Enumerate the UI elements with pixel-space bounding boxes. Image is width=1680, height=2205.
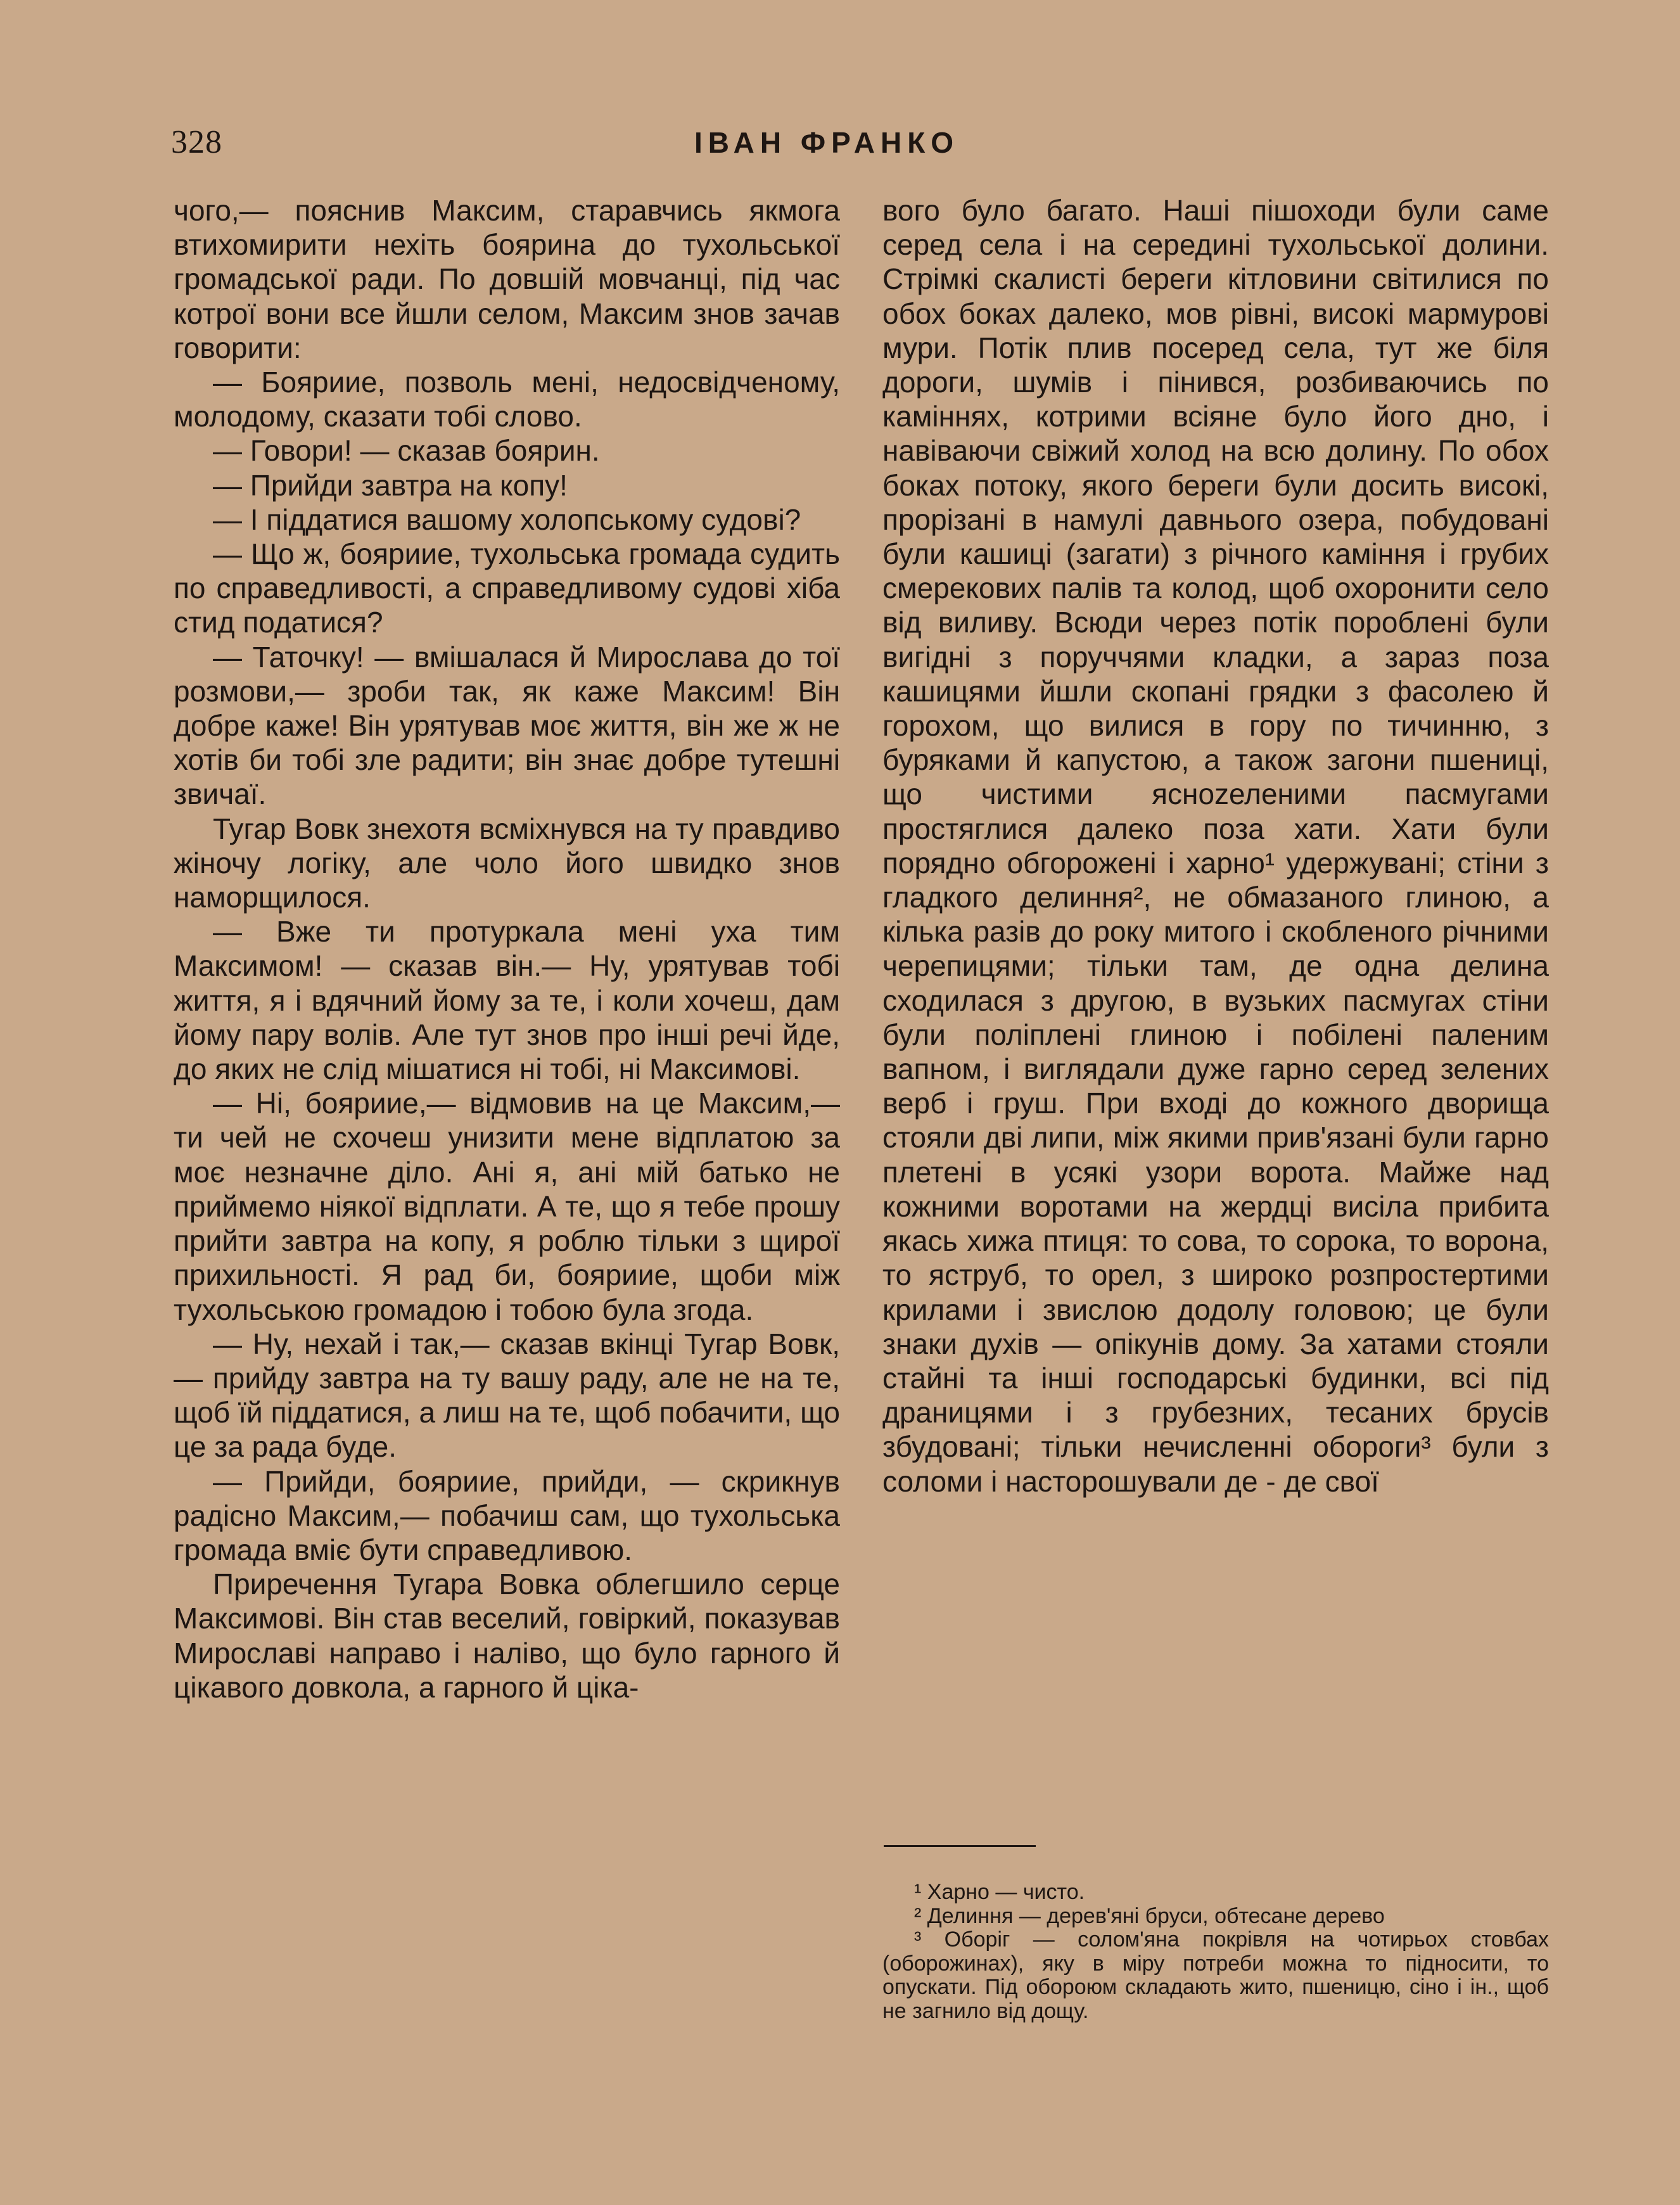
text-column-left xyxy=(174,193,840,1704)
footnote: ³ Оборіг — солом'яна покрівля на чотирьох стовбах (оборожинах), яку в міру потреби можна то підносити, то опускати. Під обороюм складають жито, пшеницю, сіно і ін., щоб не загнило від дощу. xyxy=(882,1927,1549,2023)
paragraph: — Прийди завтра на копу! xyxy=(213,468,568,502)
paragraph: — Прийди, бояриие, прийди, — скрикнув радісно Максим,— побачиш сам, що тухольська громада вміє бути справедливою. xyxy=(174,1464,840,1566)
paragraph: — І піддатися вашому холопському судові? xyxy=(213,502,801,536)
page-header xyxy=(171,120,1482,165)
paragraph: вого було багато. Наші пішоходи були саме серед села і на середині тухольської долини. Стрімкі скалисті береги кітловини світилися по обох боках далеко, мов рівні, високі мармурові мури. Потік плив посеред села, тут же біля дороги, шумів і пінився, розбиваючись по каміннях, котрими всіяне було його дно, і навіваючи свіжий холод на всю долину. По обох боках потоку, якого береги були досить високі, прорізані в намулі давнього озера, побудовані були кашиці (загати) з річного каміння і грубих смерекових палів та колод, щоб охоронити село від виливу. Всюди через потік пороблені були вигідні з поруччями кладки, а зараз поза кашицями йшли скопані грядки з фасолею й горохом, що вилися в гору по тичинню, з буряками й капустою, а також загони пшениці, що чистими ясноzеленими пасмугами простяглися далеко поза хати. Хати були порядно обгорожені і харно¹ удержувані; стіни з гладкого делиння², не обмазаного глиною, а кілька разів до року митого і скобленого річними черепицями; тільки там, де одна делина сходилася з другою, в вузьких пасмугах стіни були поліплені глиною і побілені паленим вапном, і виглядали дуже гарно серед зелених верб і груш. При вході до кожного дворища стояли дві липи, між якими прив'язані були гарно плетені в усякі узори ворота. Майже над кожними воротами на жердці висіла прибита якась хижа птиця: то сова, то сорока, то ворона, то яструб, то орел, з широко розпростертими крилами і звислою додолу головою; це були знаки духів — опікунів дому. За хатами стояли стайні та інші господарські будинки, всі під драницями і з грубезних, тесаних брусів збудовані; тільки нечисленні обороги³ були з соломи і насторошували де - де свої xyxy=(882,194,1549,1498)
footnote: ² Делиння — дерев'яні бруси, обтесане дерево xyxy=(914,1903,1385,1928)
running-head: ІВАН ФРАНКО xyxy=(694,126,960,159)
paragraph: Приречення Тугара Вовка облегшило серце Максимові. Він став веселий, говіркий, показував Мирославі направо і наліво, що було гарного й цікавого довкола, а гарного й ціка- xyxy=(174,1568,840,1704)
footnote-divider xyxy=(884,1845,1036,1847)
text-column-right xyxy=(882,193,1549,1499)
paragraph: Тугар Вовк знехотя всміхнувся на ту правдиво жіночу логіку, але чоло його швидко знов наморщилося. xyxy=(174,812,840,914)
footnote: ¹ Харно — чисто. xyxy=(914,1880,1085,1904)
paragraph: — Вже ти протуркала мені уха тим Максимом! — сказав він.— Ну, урятував тобі життя, я і вдячний йому за те, і коли хочеш, дам йому пару волів. Але тут знов про інші речі йде, до яких не слід мішатися ні тобі, ні Максимові. xyxy=(174,915,840,1086)
paragraph: — Ні, бояриие,— відмовив на це Максим,— ти чей не схочеш унизити мене відплатою за моє незначне діло. Ані я, ані мій батько не приймемо ніякої відплати. А те, що я тебе прошу прийти завтра на копу, я роблю тільки з щирої прихильності. Я рад би, бояриие, щоби між тухольською громадою і тобою була згода. xyxy=(174,1087,840,1326)
paragraph: — Таточку! — вмішалася й Мирослава до тої розмови,— зроби так, як каже Максим! Він добре каже! Він урятував моє життя, він же ж не хотів би тобі зле радити; він знає добре тутешні звичаї. xyxy=(174,640,840,811)
paragraph: чого,— пояснив Максим, старавчись якмога втихомирити нехіть боярина до тухольської громадської ради. По довшій мовчанці, під час котрої вони все йшли селом, Максим знов зачав говорити: xyxy=(174,194,840,364)
footnotes xyxy=(882,1881,1549,2023)
paragraph: — Говори! — сказав боярин. xyxy=(213,434,600,468)
page-number: 328 xyxy=(171,124,222,160)
paragraph: — Ну, нехай і так,— сказав вкінці Тугар Вовк,— прийду завтра на ту вашу раду, але не на те, щоб їй піддатися, а лиш на те, щоб побачити, що це за рада буде. xyxy=(174,1327,840,1464)
paragraph: — Бояриие, позволь мені, недосвідченому, молодому, сказати тобі слово. xyxy=(174,366,840,433)
paragraph: — Що ж, бояриие, тухольська громада судить по справедливості, а справедливому судові хіба стид податися? xyxy=(174,537,840,639)
